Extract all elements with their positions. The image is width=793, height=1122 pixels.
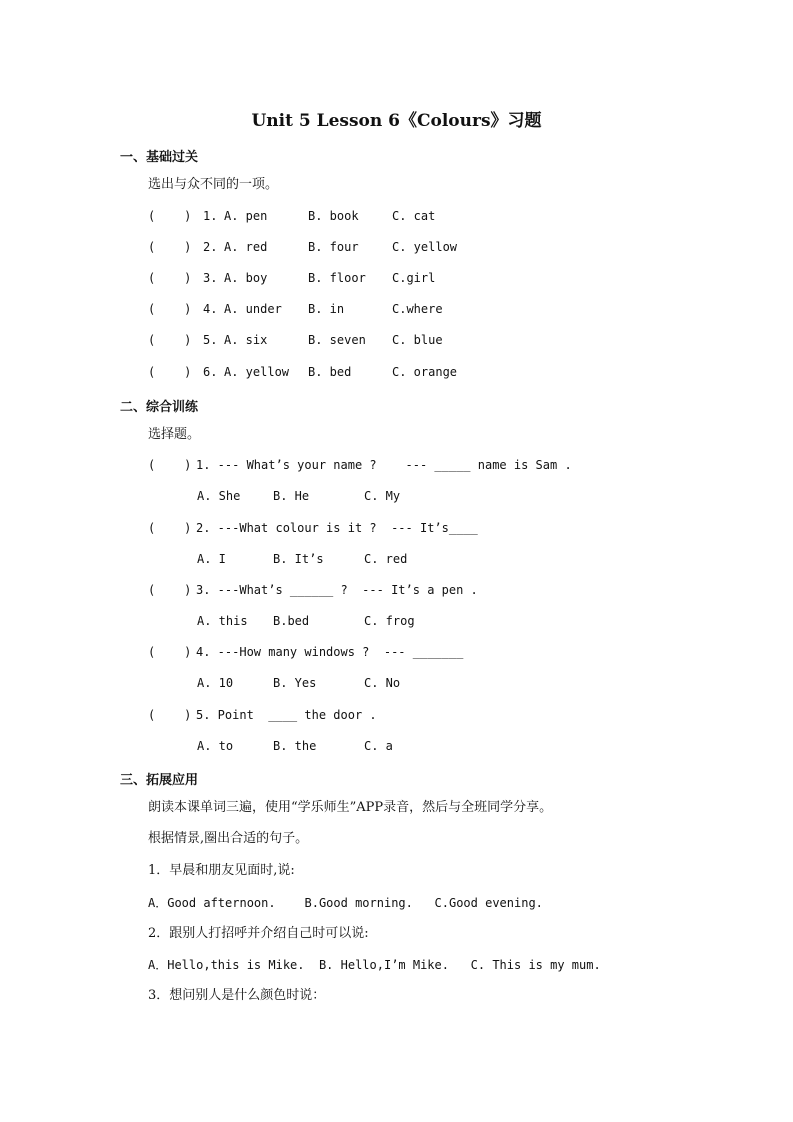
option-b: B. He — [273, 489, 310, 503]
section-2-heading: 二、综合训练 — [120, 400, 199, 415]
question-3-prompt: 3．想问别人是什么颜色时说： — [148, 988, 326, 1003]
section-3-heading: 三、拓展应用 — [120, 773, 199, 788]
answer-blank[interactable]: ( ) — [148, 271, 192, 285]
option-c: C. red — [364, 552, 408, 566]
answer-blank[interactable]: ( ) — [148, 521, 192, 535]
question-text: 5. Point ____ the door . — [196, 708, 377, 722]
question-text: 4. ---How many windows ? --- _______ — [196, 645, 464, 659]
question-text: 3. ---What’s ______ ? --- It’s a pen . — [196, 583, 478, 597]
option-b: B. bed — [308, 365, 352, 379]
answer-blank[interactable]: ( ) — [148, 645, 192, 659]
answer-blank[interactable]: ( ) — [148, 583, 192, 597]
option-c: C. yellow — [392, 240, 458, 254]
answer-blank[interactable]: ( ) — [148, 209, 192, 223]
option-a: A. yellow — [224, 365, 290, 379]
option-b: B. four — [308, 240, 359, 254]
option-a: A. red — [224, 240, 268, 254]
option-a: A. pen — [224, 209, 268, 223]
option-b: B.bed — [273, 614, 310, 628]
answer-blank[interactable]: ( ) — [148, 302, 192, 316]
item-number: 6. — [203, 365, 218, 379]
page-title: Unit 5 Lesson 6《Colours》习题 — [251, 111, 542, 131]
option-c: C. a — [364, 739, 393, 753]
answer-blank[interactable]: ( ) — [148, 333, 192, 347]
question-2-options: A．Hello,this is Mike. B. Hello,I’m Mike. C. This is my mum. — [148, 958, 601, 972]
question-text: 2. ---What colour is it ? --- It’s____ — [196, 521, 478, 535]
option-a: A. 10 — [197, 676, 234, 690]
option-b: B. seven — [308, 333, 366, 347]
option-b: B. book — [308, 209, 359, 223]
option-c: C. blue — [392, 333, 443, 347]
section-3-line-2: 根据情景,圈出合适的句子。 — [148, 831, 309, 846]
question-text: 1. --- What’s your name ? --- _____ name is Sam . — [196, 458, 572, 472]
option-c: C.girl — [392, 271, 436, 285]
section-1-heading: 一、基础过关 — [120, 150, 199, 165]
item-number: 2. — [203, 240, 218, 254]
answer-blank[interactable]: ( ) — [148, 365, 192, 379]
section-2-instruction: 选择题。 — [148, 427, 201, 442]
item-number: 4. — [203, 302, 218, 316]
option-b: B. It’s — [273, 552, 324, 566]
option-c: C. cat — [392, 209, 436, 223]
option-c: C. No — [364, 676, 401, 690]
item-number: 5. — [203, 333, 218, 347]
option-a: A. under — [224, 302, 282, 316]
option-c: C. orange — [392, 365, 458, 379]
option-b: B. the — [273, 739, 317, 753]
option-a: A. to — [197, 739, 234, 753]
question-1-options: A．Good afternoon. B.Good morning. C.Good evening. — [148, 896, 543, 910]
section-3-line-1: 朗读本课单词三遍，使用“学乐师生”APP录音，然后与全班同学分享。 — [148, 800, 553, 815]
option-a: A. this — [197, 614, 248, 628]
option-c: C. My — [364, 489, 401, 503]
item-number: 3. — [203, 271, 218, 285]
answer-blank[interactable]: ( ) — [148, 240, 192, 254]
answer-blank[interactable]: ( ) — [148, 708, 192, 722]
option-a: A. I — [197, 552, 226, 566]
option-a: A. She — [197, 489, 241, 503]
option-c: C.where — [392, 302, 443, 316]
option-b: B. Yes — [273, 676, 317, 690]
option-c: C. frog — [364, 614, 415, 628]
option-a: A. six — [224, 333, 268, 347]
section-1-instruction: 选出与众不同的一项。 — [148, 177, 279, 192]
question-2-prompt: 2．跟别人打招呼并介绍自己时可以说: — [148, 926, 369, 941]
option-a: A. boy — [224, 271, 268, 285]
option-b: B. floor — [308, 271, 366, 285]
question-1-prompt: 1．早晨和朋友见面时,说: — [148, 863, 295, 878]
item-number: 1. — [203, 209, 218, 223]
answer-blank[interactable]: ( ) — [148, 458, 192, 472]
option-b: B. in — [308, 302, 345, 316]
